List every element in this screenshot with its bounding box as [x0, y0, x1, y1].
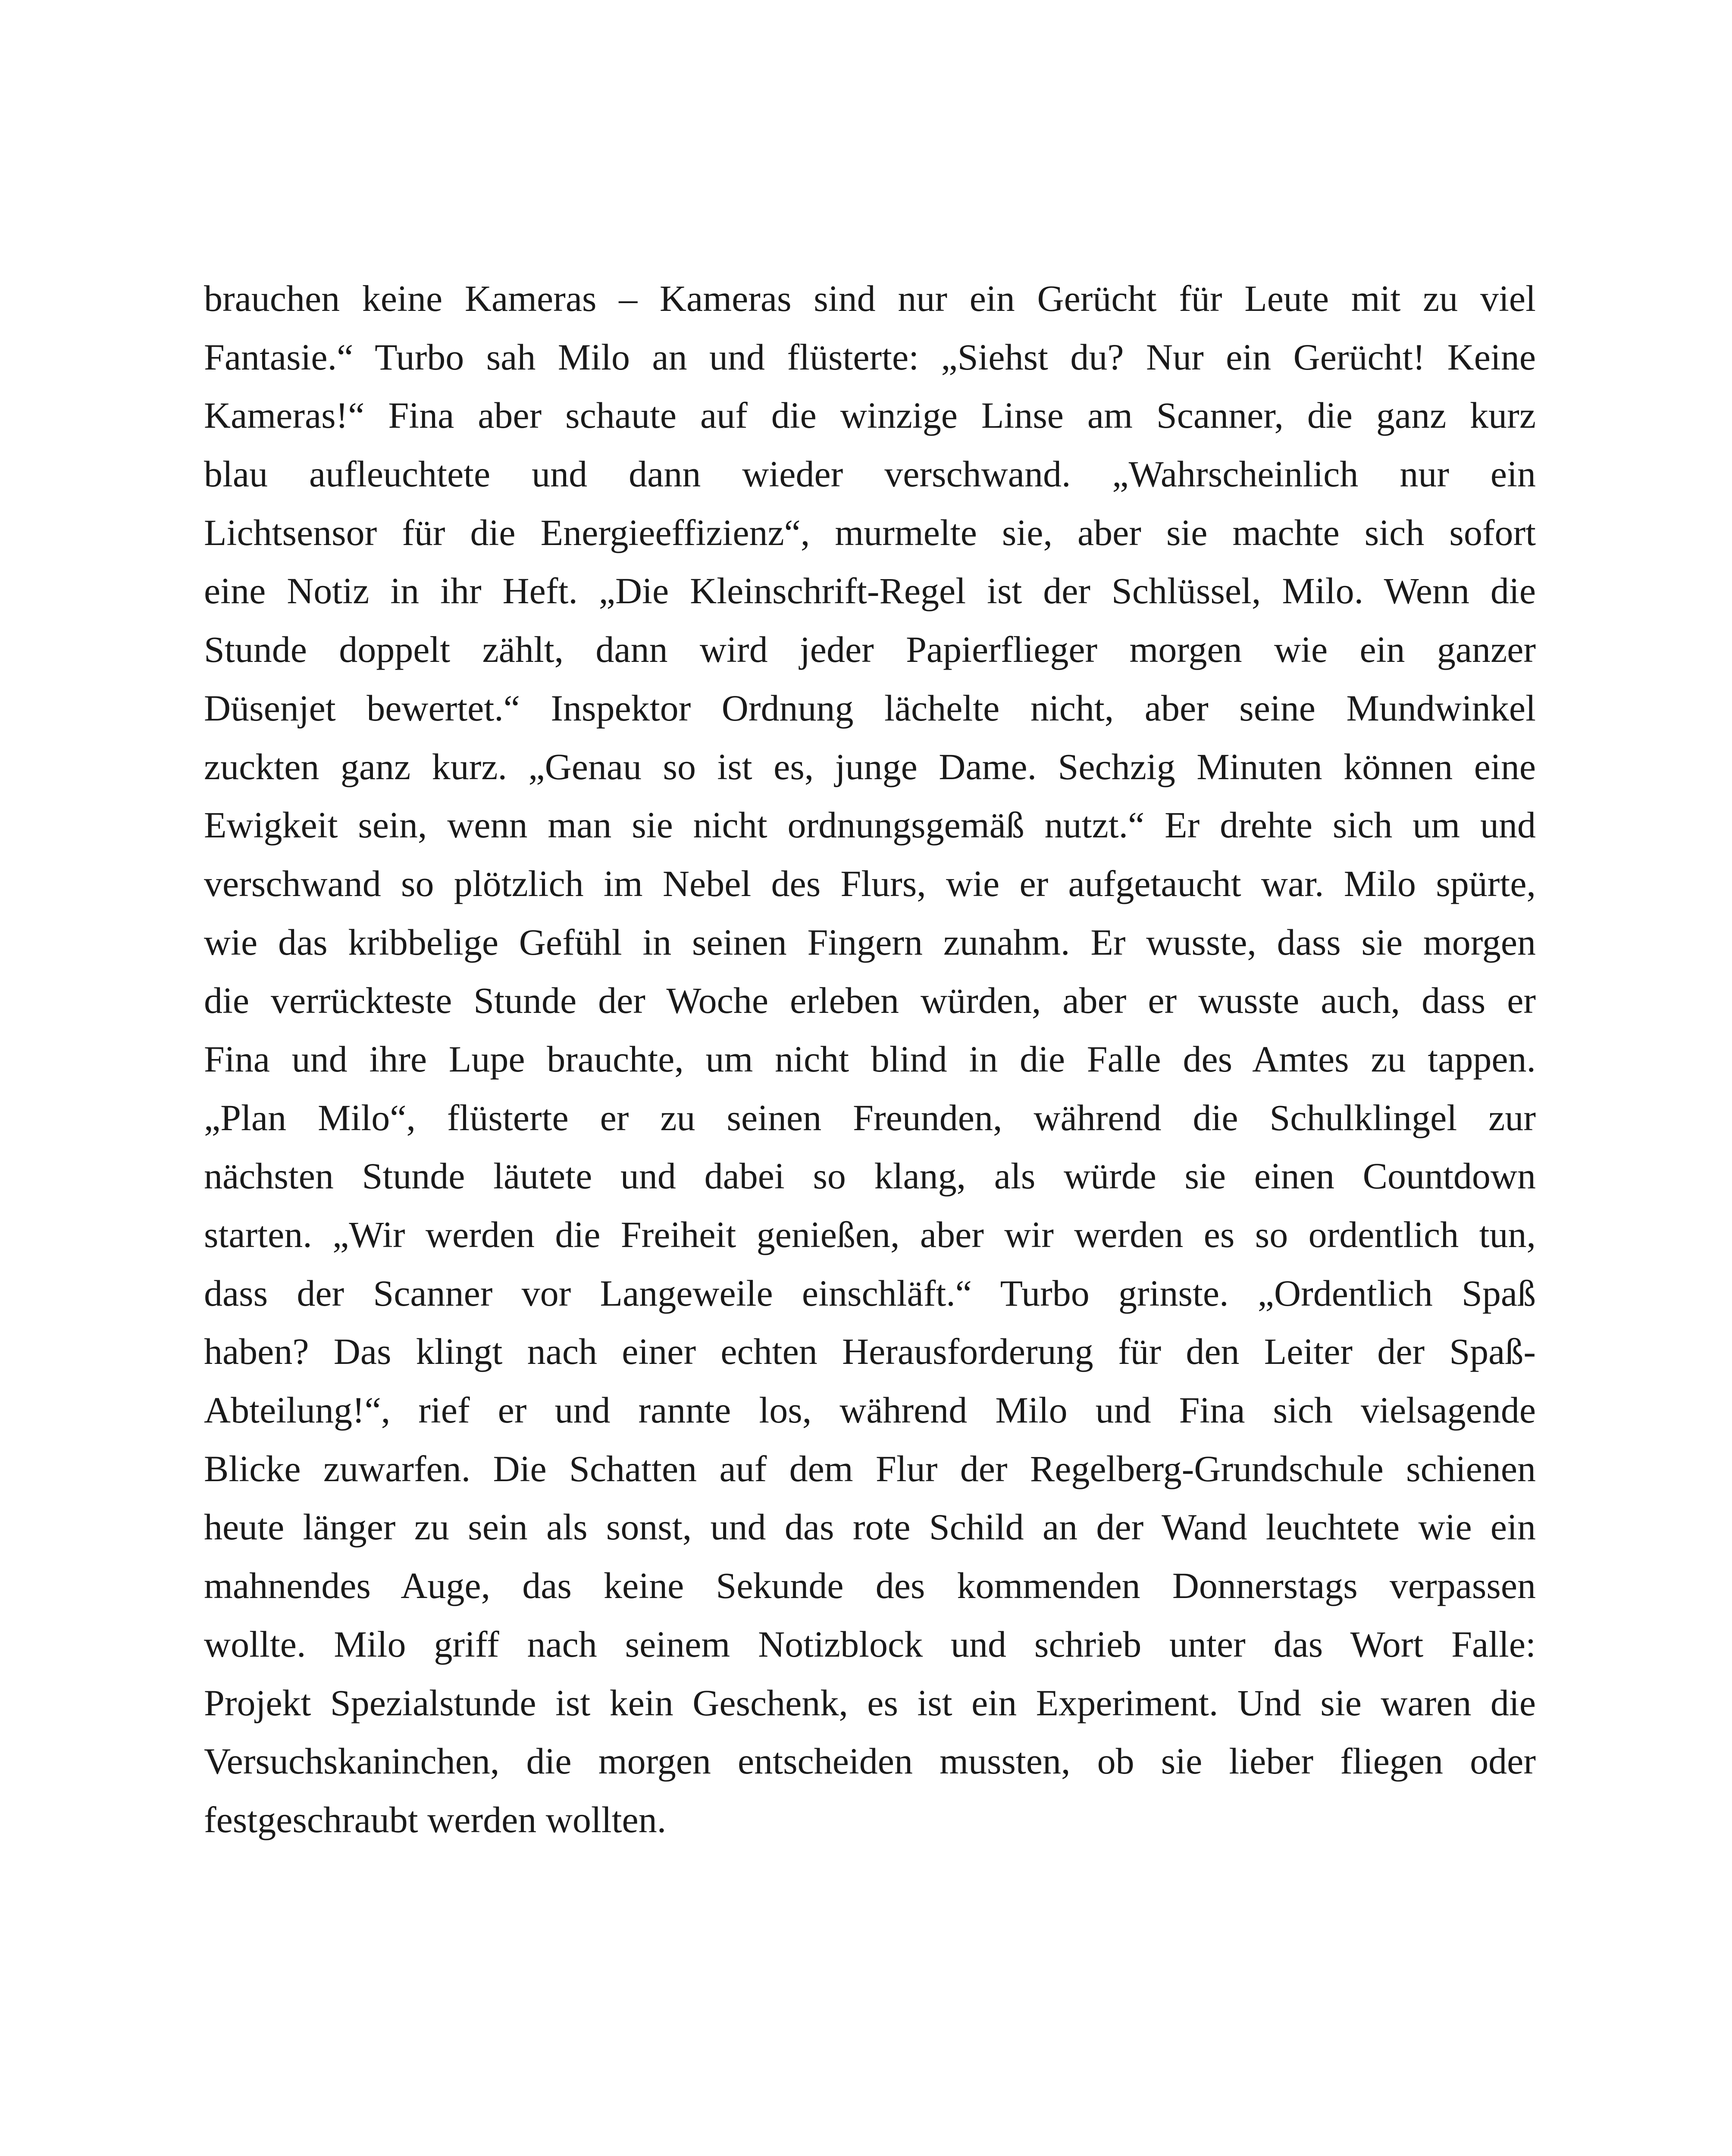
text-line: Kameras!“ Fina aber schaute auf die winzige Linse am Scanner, die ganz kurz — [204, 395, 1536, 436]
text-line: Versuchskaninchen, die morgen entscheiden mussten, ob sie lieber fliegen oder — [204, 1740, 1536, 1782]
text-line-last: festgeschraubt werden wollten. — [204, 1799, 667, 1840]
text-line: wie das kribbelige Gefühl in seinen Fingern zunahm. Er wusste, dass sie morgen — [204, 921, 1536, 963]
text-line: wollte. Milo griff nach seinem Notizblock und schrieb unter das Wort Falle: — [204, 1623, 1536, 1665]
text-line: brauchen keine Kameras – Kameras sind nur ein Gerücht für Leute mit zu viel — [204, 278, 1536, 319]
text-line: eine Notiz in ihr Heft. „Die Kleinschrift-Regel ist der Schlüssel, Milo. Wenn die — [204, 570, 1536, 612]
text-line: Blicke zuwarfen. Die Schatten auf dem Flur der Regelberg-Grundschule schienen — [204, 1448, 1536, 1489]
text-line: starten. „Wir werden die Freiheit genießen, aber wir werden es so ordentlich tun, — [204, 1214, 1536, 1255]
text-line: mahnendes Auge, das keine Sekunde des kommenden Donnerstags verpassen — [204, 1565, 1536, 1607]
text-line: Stunde doppelt zählt, dann wird jeder Papierflieger morgen wie ein ganzer — [204, 629, 1536, 671]
text-line: Fina und ihre Lupe brauchte, um nicht blind in die Falle des Amtes zu tappen. — [204, 1038, 1536, 1080]
text-line: Ewigkeit sein, wenn man sie nicht ordnungsgemäß nutzt.“ Er drehte sich um und — [204, 804, 1536, 846]
text-line: „Plan Milo“, flüsterte er zu seinen Freunden, während die Schulklingel zur — [204, 1097, 1536, 1138]
text-line: Fantasie.“ Turbo sah Milo an und flüsterte: „Siehst du? Nur ein Gerücht! Keine — [204, 336, 1536, 378]
text-line: Abteilung!“, rief er und rannte los, während Milo und Fina sich vielsagende — [204, 1389, 1536, 1431]
text-line: Projekt Spezialstunde ist kein Geschenk, es ist ein Experiment. Und sie waren die — [204, 1682, 1536, 1724]
text-line: blau aufleuchtete und dann wieder verschwand. „Wahrscheinlich nur ein — [204, 453, 1536, 495]
text-line: haben? Das klingt nach einer echten Herausforderung für den Leiter der Spaß- — [204, 1331, 1536, 1373]
text-line: heute länger zu sein als sonst, und das rote Schild an der Wand leuchtete wie ein — [204, 1506, 1536, 1548]
text-line: dass der Scanner vor Langeweile einschläft.“ Turbo grinste. „Ordentlich Spaß — [204, 1272, 1536, 1314]
text-line: nächsten Stunde läutete und dabei so klang, als würde sie einen Countdown — [204, 1155, 1536, 1197]
text-line: verschwand so plötzlich im Nebel des Flurs, wie er aufgetaucht war. Milo spürte, — [204, 862, 1536, 904]
text-line: Düsenjet bewertet.“ Inspektor Ordnung lächelte nicht, aber seine Mundwinkel — [204, 687, 1536, 729]
body-paragraph — [204, 270, 1536, 1849]
text-line: Lichtsensor für die Energieeffizienz“, murmelte sie, aber sie machte sich sofort — [204, 511, 1536, 553]
text-line: zuckten ganz kurz. „Genau so ist es, junge Dame. Sechzig Minuten können eine — [204, 746, 1536, 787]
text-line: die verrückteste Stunde der Woche erleben würden, aber er wusste auch, dass er — [204, 980, 1536, 1022]
